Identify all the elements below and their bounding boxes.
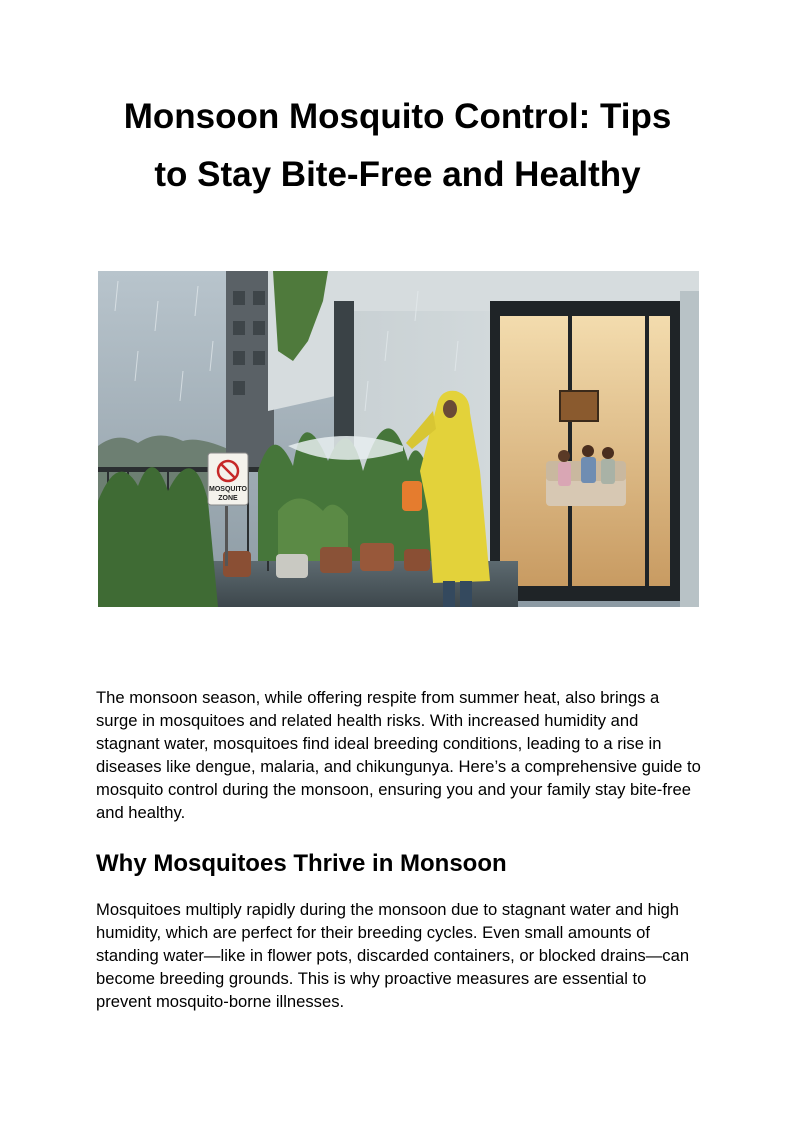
- title-line-1: Monsoon Mosquito Control: Tips: [123, 97, 672, 136]
- sign-line-1: MOSQUITO: [209, 486, 247, 493]
- potted-plants: [98, 467, 218, 607]
- sign-line-2: ZONE: [218, 495, 238, 502]
- section-paragraph: Mosquitoes multiply rapidly during the monsoon due to stagnant water and high humidity, which are perfect for their breeding cycles. Even small amounts of standing water—like in flower pots, discarded containers, or blocked drains—can become breeding grounds. This is why proactive measures are essential to prevent mosquito-borne illnesses.: [96, 900, 690, 1011]
- hero-image: [98, 271, 699, 607]
- page-title: [60, 88, 735, 204]
- intro-paragraph: The monsoon season, while offering respite from summer heat, also brings a surge in mosquitoes and related health risks. With increased humidity and stagnant water, mosquitoes find ideal breeding conditions, leading to a rise in diseases like dengue, malaria, and chikungunya. Here’s a comprehensive guide to mosquito control during the monsoon, ensuring you and your family stay bite-free and healthy.: [96, 688, 701, 822]
- wall-painting: [560, 391, 598, 421]
- hero-illustration: [98, 271, 699, 607]
- section-heading: Why Mosquitoes Thrive in Monsoon: [96, 850, 507, 877]
- title-line-2: to Stay Bite-Free and Healthy: [154, 155, 641, 194]
